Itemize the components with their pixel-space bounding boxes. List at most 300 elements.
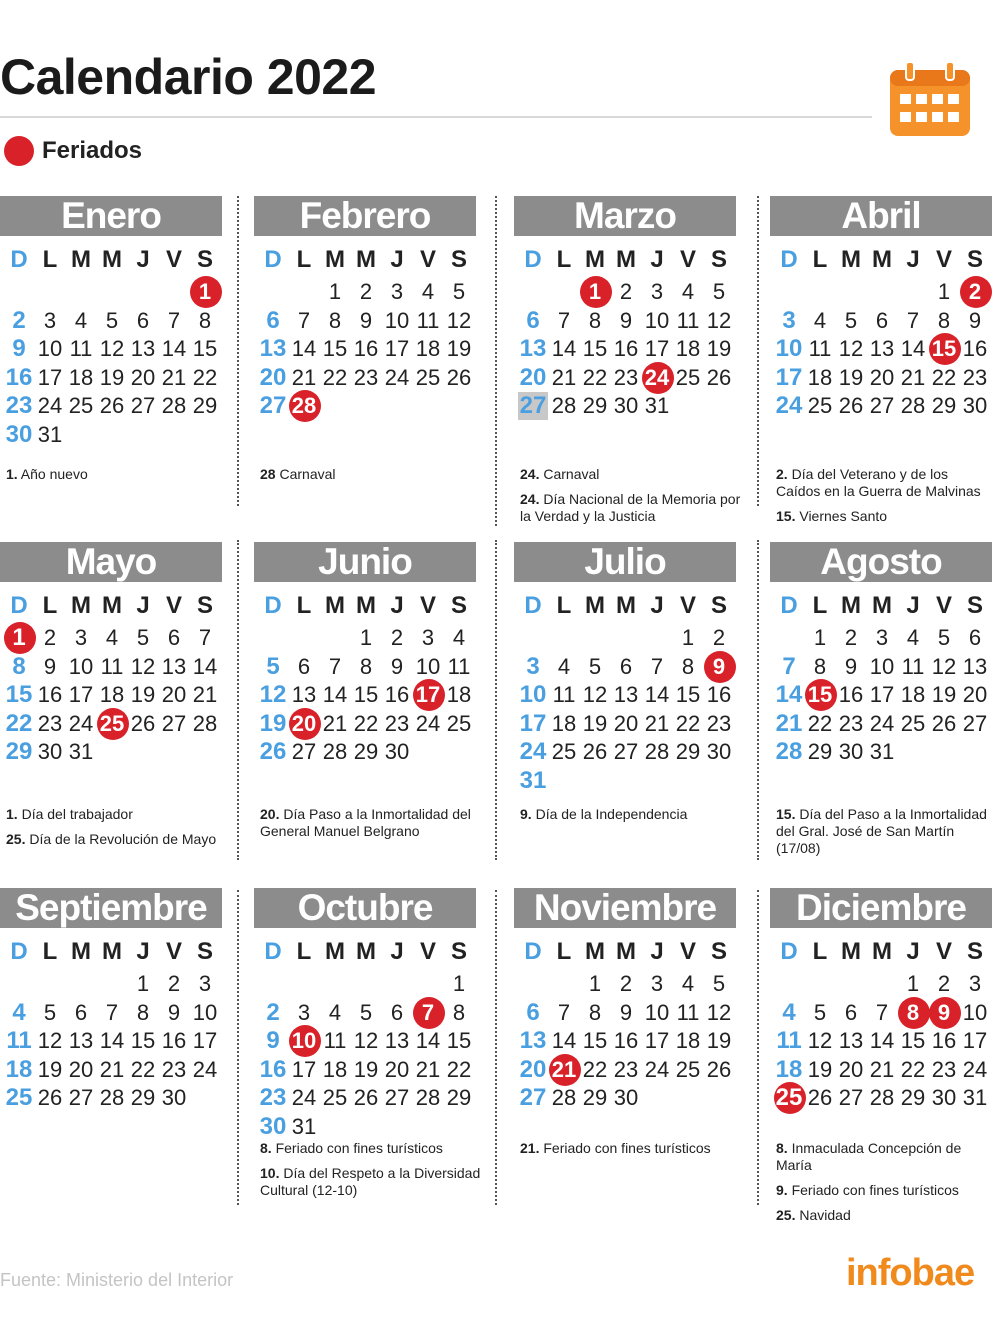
day: 22 <box>353 710 379 736</box>
day: 23 <box>5 392 33 419</box>
day: 30 <box>962 393 988 418</box>
note-text: Día del Respeto a la Diversidad Cultural (12-10) <box>260 1165 481 1198</box>
column-separator <box>237 540 239 860</box>
month-header: Marzo <box>514 196 736 236</box>
day: 11 <box>69 336 93 361</box>
day: 3 <box>43 307 57 333</box>
day-grid <box>770 928 992 1158</box>
day: 24 <box>37 393 63 418</box>
day: 3 <box>198 971 212 996</box>
day: 7 <box>782 652 796 680</box>
month-marzo <box>514 196 736 466</box>
day: 4 <box>452 625 466 650</box>
day: 12 <box>706 307 732 333</box>
day: 24 <box>962 1056 988 1082</box>
day: 20 <box>962 682 988 707</box>
day: 23 <box>613 1056 639 1082</box>
day-grid <box>514 582 736 812</box>
day: 20 <box>384 1056 410 1082</box>
holiday-day: 10 <box>289 1027 319 1055</box>
day: 4 <box>557 653 571 679</box>
weekday-label: M <box>616 592 636 619</box>
month-header: Diciembre <box>770 888 992 928</box>
day: 9 <box>619 999 633 1025</box>
weekday-label: L <box>42 938 58 965</box>
day: 9 <box>968 307 982 333</box>
column-separator <box>757 540 759 860</box>
day: 20 <box>68 1056 94 1082</box>
day: 2 <box>12 306 26 334</box>
day: 19 <box>582 710 608 736</box>
day: 4 <box>906 625 920 650</box>
day: 31 <box>962 1085 988 1110</box>
weekday-label: D <box>264 938 282 965</box>
weekday-label: V <box>679 938 696 965</box>
day: 6 <box>844 999 858 1025</box>
day: 9 <box>266 1027 280 1054</box>
column-separator <box>495 890 497 1205</box>
day: 28 <box>869 1085 895 1110</box>
holiday-day: 9 <box>704 653 734 681</box>
column-separator <box>757 890 759 1205</box>
day: 22 <box>582 1056 608 1082</box>
day: 26 <box>582 739 608 764</box>
title-divider <box>0 116 872 118</box>
day: 6 <box>875 307 889 333</box>
weekday-label: M <box>325 592 345 619</box>
day: 30 <box>613 1085 639 1110</box>
holiday-day: 28 <box>289 392 319 420</box>
day: 25 <box>322 1085 348 1110</box>
day: 26 <box>99 393 125 418</box>
day: 7 <box>557 307 571 333</box>
day: 20 <box>613 710 639 736</box>
day: 10 <box>869 653 895 679</box>
day: 6 <box>526 998 540 1026</box>
note-text: Día de la Independencia <box>531 806 688 822</box>
month-enero <box>0 196 222 466</box>
day: 19 <box>130 682 156 707</box>
day-grid <box>0 582 222 812</box>
day: 27 <box>869 393 895 418</box>
day: 21 <box>551 364 577 390</box>
day: 2 <box>937 971 951 996</box>
day: 22 <box>446 1056 472 1082</box>
weekday-label: M <box>872 938 892 965</box>
month-header: Mayo <box>0 542 222 582</box>
day: 4 <box>813 307 827 333</box>
day: 27 <box>838 1085 864 1110</box>
month-mayo <box>0 542 222 812</box>
day: 27 <box>519 1084 547 1111</box>
day: 19 <box>446 336 472 361</box>
day: 18 <box>675 336 701 361</box>
day: 11 <box>676 307 700 333</box>
day: 21 <box>415 1056 441 1082</box>
holiday-notes <box>520 1140 746 1165</box>
day: 1 <box>681 625 695 650</box>
day: 16 <box>706 682 732 707</box>
day: 16 <box>962 336 988 361</box>
day-grid <box>0 928 222 1158</box>
month-header: Julio <box>514 542 736 582</box>
day: 8 <box>12 652 26 680</box>
weekday-label: V <box>419 938 436 965</box>
day: 7 <box>198 625 212 650</box>
holiday-note <box>520 1140 746 1157</box>
day: 5 <box>266 652 280 680</box>
holiday-note <box>520 491 746 525</box>
day: 6 <box>968 625 982 650</box>
month-header: Agosto <box>770 542 992 582</box>
day: 29 <box>446 1085 472 1110</box>
month-febrero <box>254 196 476 466</box>
note-number: 28 <box>260 466 276 482</box>
day: 7 <box>906 307 920 333</box>
day: 21 <box>99 1056 125 1082</box>
day: 8 <box>681 653 695 679</box>
weekday-label: J <box>390 938 404 965</box>
weekday-label: V <box>419 592 436 619</box>
weekday-label: J <box>906 246 920 273</box>
day: 13 <box>161 653 187 679</box>
day: 19 <box>838 364 864 390</box>
day: 26 <box>130 710 156 736</box>
day: 6 <box>619 653 633 679</box>
holiday-note <box>776 1140 992 1174</box>
day: 2 <box>390 625 404 650</box>
day: 18 <box>675 1028 701 1053</box>
weekday-label: J <box>390 592 404 619</box>
weekday-label: J <box>136 246 150 273</box>
weekday-label: S <box>196 246 213 273</box>
weekday-label: L <box>42 246 58 273</box>
note-number: 9. <box>520 806 532 822</box>
day: 7 <box>297 307 311 333</box>
day: 28 <box>644 739 670 764</box>
day: 11 <box>447 653 471 679</box>
month-octubre <box>254 888 476 1158</box>
day: 9 <box>390 653 404 679</box>
day: 23 <box>37 710 63 736</box>
weekday-label: D <box>524 592 542 619</box>
day-grid <box>254 928 476 1158</box>
day: 14 <box>775 681 803 708</box>
holiday-day: 8 <box>898 999 928 1027</box>
day: 10 <box>519 681 547 708</box>
day: 2 <box>619 279 633 304</box>
note-number: 8. <box>260 1140 272 1156</box>
day: 26 <box>706 1056 732 1082</box>
month-header: Noviembre <box>514 888 736 928</box>
holiday-notes <box>6 806 232 856</box>
note-number: 24. <box>520 466 540 482</box>
day: 29 <box>582 1085 608 1110</box>
day: 2 <box>712 625 726 650</box>
day: 1 <box>588 971 602 996</box>
holiday-day: 24 <box>642 364 672 392</box>
holiday-note <box>6 831 232 848</box>
note-number: 2. <box>776 466 788 482</box>
day: 21 <box>900 364 926 390</box>
day: 6 <box>297 653 311 679</box>
holiday-notes <box>776 1140 992 1232</box>
day: 30 <box>259 1112 287 1140</box>
weekday-label: V <box>165 246 182 273</box>
day: 16 <box>931 1028 957 1053</box>
month-header: Febrero <box>254 196 476 236</box>
day: 30 <box>384 739 410 764</box>
weekday-label: M <box>585 938 605 965</box>
day: 16 <box>613 336 639 361</box>
calendar-icon <box>888 60 972 138</box>
day: 15 <box>5 681 33 708</box>
day: 21 <box>192 682 218 707</box>
day-grid <box>254 582 476 812</box>
day: 17 <box>962 1028 988 1053</box>
day: 3 <box>74 625 88 650</box>
note-number: 8. <box>776 1140 788 1156</box>
day: 13 <box>384 1028 410 1053</box>
weekday-label: V <box>165 938 182 965</box>
day: 17 <box>68 682 94 707</box>
day: 10 <box>962 999 988 1025</box>
day: 23 <box>962 364 988 390</box>
day: 24 <box>291 1085 317 1110</box>
weekday-label: M <box>325 246 345 273</box>
day: 1 <box>937 279 951 304</box>
legend-label: Feriados <box>42 137 143 164</box>
day: 4 <box>681 279 695 304</box>
weekday-label: M <box>356 938 376 965</box>
note-text: Día de la Revolución de Mayo <box>25 831 217 847</box>
day: 9 <box>619 307 633 333</box>
weekday-label: L <box>812 592 828 619</box>
note-text: Feriado con fines turísticos <box>271 1140 443 1156</box>
weekday-label: V <box>419 246 436 273</box>
day: 29 <box>675 739 701 764</box>
weekday-label: M <box>585 592 605 619</box>
day: 18 <box>322 1056 348 1082</box>
day: 25 <box>900 710 926 736</box>
day: 4 <box>681 971 695 996</box>
day: 19 <box>353 1056 379 1082</box>
weekday-label: D <box>264 592 282 619</box>
day: 5 <box>452 279 466 304</box>
weekday-label: S <box>450 938 467 965</box>
day: 29 <box>582 393 608 418</box>
holiday-notes <box>776 806 992 865</box>
weekday-label: M <box>71 592 91 619</box>
weekday-label: J <box>650 938 664 965</box>
day: 9 <box>43 653 57 679</box>
day: 7 <box>105 999 119 1025</box>
holiday-day: 25 <box>775 1084 803 1111</box>
day: 5 <box>937 625 951 650</box>
day: 16 <box>259 1055 287 1083</box>
day: 14 <box>99 1028 125 1053</box>
day: 17 <box>192 1028 218 1053</box>
weekday-label: D <box>524 246 542 273</box>
holiday-notes <box>260 1140 486 1207</box>
day: 27 <box>291 739 317 764</box>
weekday-label: J <box>136 938 150 965</box>
day: 16 <box>838 682 864 707</box>
day: 14 <box>192 653 218 679</box>
month-header: Junio <box>254 542 476 582</box>
day: 15 <box>675 682 701 707</box>
day: 28 <box>551 1085 577 1110</box>
day: 11 <box>100 653 124 679</box>
day: 28 <box>900 393 926 418</box>
day: 12 <box>130 653 156 679</box>
day: 14 <box>415 1028 441 1053</box>
day: 23 <box>706 710 732 736</box>
holiday-note <box>260 1165 486 1199</box>
day: 22 <box>675 710 701 736</box>
day: 16 <box>5 363 33 391</box>
day: 17 <box>644 1028 670 1053</box>
day: 6 <box>167 625 181 650</box>
day: 13 <box>838 1028 864 1053</box>
weekday-label: M <box>71 246 91 273</box>
note-number: 25. <box>776 1207 796 1223</box>
day: 5 <box>136 625 150 650</box>
day: 14 <box>161 336 187 361</box>
day: 8 <box>813 653 827 679</box>
holiday-notes <box>260 466 486 491</box>
day: 27 <box>161 710 187 736</box>
day: 16 <box>37 682 63 707</box>
day: 19 <box>259 709 287 737</box>
day: 5 <box>844 307 858 333</box>
day: 23 <box>384 710 410 736</box>
month-header: Abril <box>770 196 992 236</box>
holiday-note <box>520 466 746 483</box>
day: 4 <box>105 625 119 650</box>
weekday-label: V <box>679 246 696 273</box>
day: 4 <box>12 998 26 1026</box>
weekday-label: M <box>71 938 91 965</box>
day: 2 <box>266 998 280 1026</box>
weekday-label: S <box>966 592 983 619</box>
weekday-label: J <box>906 592 920 619</box>
day: 24 <box>775 392 803 419</box>
day: 10 <box>384 307 410 333</box>
day: 13 <box>68 1028 94 1053</box>
day: 12 <box>582 682 608 707</box>
day: 24 <box>415 710 441 736</box>
holiday-note <box>776 508 992 525</box>
day: 11 <box>6 1027 32 1054</box>
column-separator <box>495 196 497 526</box>
holiday-day: 9 <box>929 999 959 1027</box>
day: 12 <box>37 1028 63 1053</box>
day: 9 <box>844 653 858 679</box>
day: 23 <box>931 1056 957 1082</box>
column-separator <box>237 196 239 506</box>
day: 10 <box>644 307 670 333</box>
day: 15 <box>353 682 379 707</box>
holiday-note <box>6 466 232 483</box>
day: 18 <box>68 364 94 390</box>
weekday-label: M <box>841 246 861 273</box>
day: 24 <box>644 1056 670 1082</box>
note-text: Día del Veterano y de los Caídos en la Guerra de Malvinas <box>776 466 981 499</box>
day: 28 <box>192 710 218 736</box>
day: 7 <box>328 653 342 679</box>
day: 9 <box>12 335 26 362</box>
day: 29 <box>353 739 379 764</box>
day: 26 <box>807 1085 833 1110</box>
holiday-day: 1 <box>190 278 220 306</box>
weekday-label: L <box>556 246 572 273</box>
day: 28 <box>551 393 577 418</box>
day: 18 <box>775 1055 803 1083</box>
day: 25 <box>5 1084 33 1111</box>
day: 3 <box>650 279 664 304</box>
month-noviembre <box>514 888 736 1158</box>
weekday-label: L <box>296 246 312 273</box>
day: 13 <box>291 682 317 707</box>
weekday-label: M <box>356 592 376 619</box>
holiday-notes <box>520 466 746 533</box>
day: 10 <box>68 653 94 679</box>
weekday-label: M <box>102 246 122 273</box>
weekday-label: V <box>165 592 182 619</box>
day: 21 <box>869 1056 895 1082</box>
day: 14 <box>551 336 577 361</box>
day: 12 <box>99 336 125 361</box>
day: 27 <box>384 1085 410 1110</box>
weekday-label: J <box>650 592 664 619</box>
day: 12 <box>706 999 732 1025</box>
weekday-label: M <box>616 246 636 273</box>
weekday-label: M <box>841 938 861 965</box>
day: 5 <box>588 653 602 679</box>
day: 10 <box>415 653 441 679</box>
weekday-label: J <box>906 938 920 965</box>
brand-logo: infobae <box>846 1252 975 1294</box>
day: 24 <box>384 364 410 390</box>
day: 8 <box>359 653 373 679</box>
day: 2 <box>619 971 633 996</box>
day: 30 <box>931 1085 957 1110</box>
day: 30 <box>37 739 63 764</box>
day-grid <box>770 582 992 812</box>
day: 29 <box>931 393 957 418</box>
day: 20 <box>161 682 187 707</box>
day: 4 <box>421 279 435 304</box>
weekday-label: L <box>556 938 572 965</box>
day: 2 <box>359 279 373 304</box>
month-agosto <box>770 542 992 812</box>
weekday-label: D <box>10 246 28 273</box>
day: 23 <box>613 364 639 390</box>
day: 28 <box>161 393 187 418</box>
day-grid <box>254 236 476 466</box>
day: 17 <box>384 336 410 361</box>
weekday-label: L <box>296 592 312 619</box>
day: 26 <box>353 1085 379 1110</box>
day: 19 <box>37 1056 63 1082</box>
day: 22 <box>192 364 218 390</box>
day: 13 <box>962 653 988 679</box>
day: 7 <box>650 653 664 679</box>
note-text: Año nuevo <box>17 466 88 482</box>
holiday-notes <box>260 806 486 848</box>
day: 8 <box>588 999 602 1025</box>
